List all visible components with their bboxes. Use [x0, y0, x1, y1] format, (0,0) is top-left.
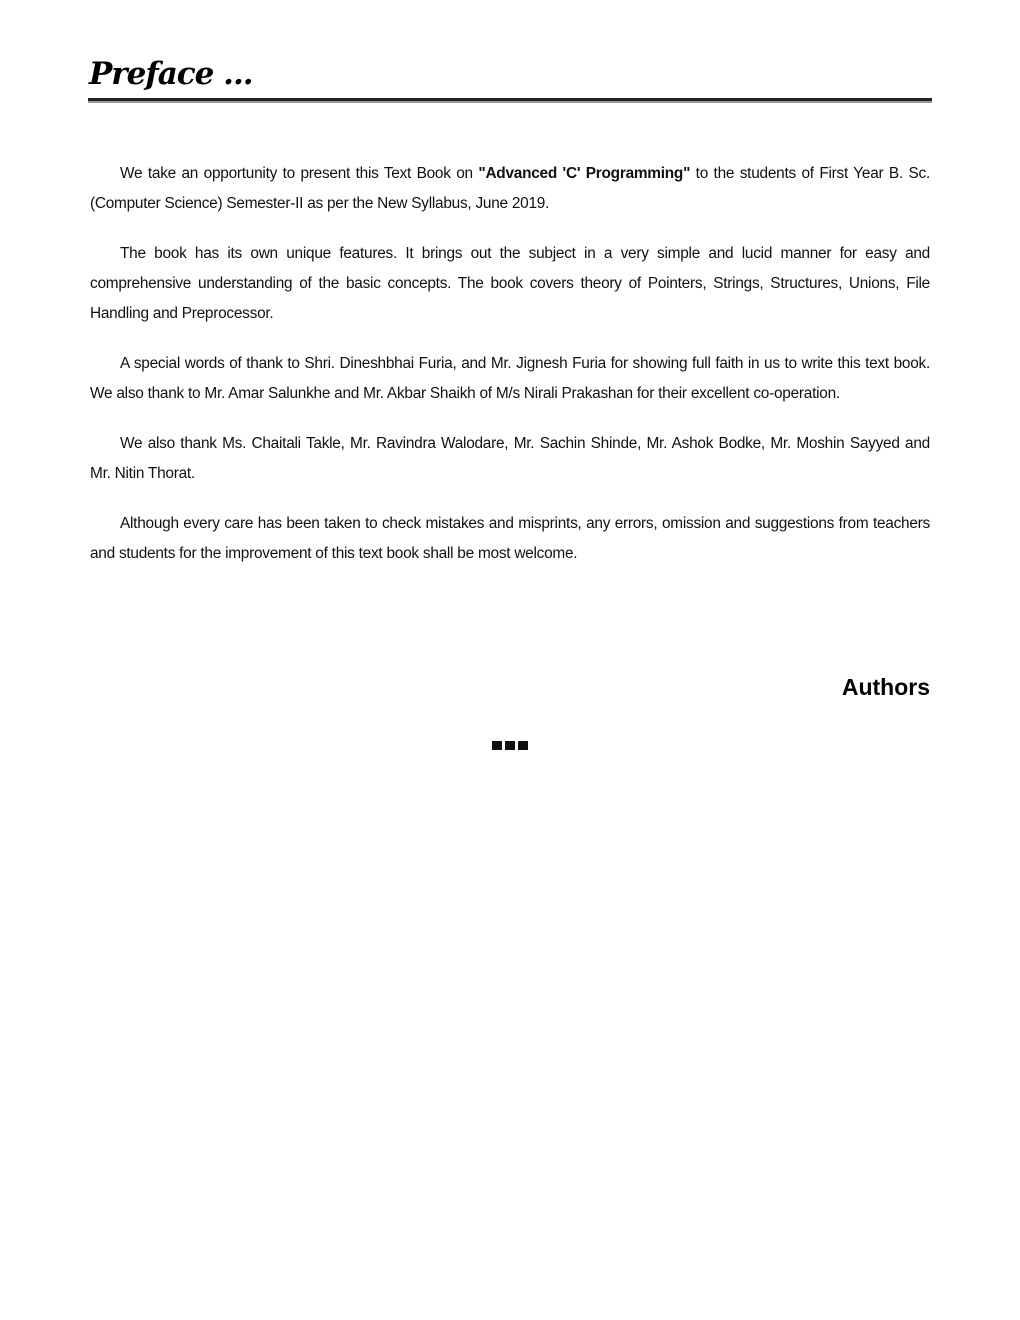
paragraph-1 — [90, 159, 930, 219]
paragraph-5: Although every care has been taken to check mistakes and misprints, any errors, omission and suggestions from teachers and students for the improvement of this text book shall be most welcome. — [90, 515, 930, 562]
paragraph-1-text-end: to the students of First Year B. Sc. (Computer Science) Semester-II as per the New Syllabus, June 2019. — [90, 165, 930, 212]
square-icon — [518, 741, 528, 750]
square-icon — [505, 741, 515, 750]
book-title: "Advanced 'C' Programming" — [478, 165, 691, 182]
paragraph-4: We also thank Ms. Chaitali Takle, Mr. Ravindra Walodare, Mr. Sachin Shinde, Mr. Ashok Bodke, Mr. Moshin Sayyed and Mr. Nitin Thorat. — [90, 435, 930, 482]
page-title: Preface ... — [89, 56, 253, 92]
square-icon — [492, 741, 502, 750]
end-of-section-squares-icon — [492, 741, 528, 750]
paragraph-2: The book has its own unique features. It brings out the subject in a very simple and lucid manner for easy and comprehensive understanding of the basic concepts. The book covers theory of Pointers, Strings, Structures, Unions, File Handling and Preprocessor. — [90, 245, 930, 322]
title-divider — [88, 98, 932, 103]
signature: Authors — [841, 674, 930, 700]
paragraph-3: A special words of thank to Shri. Dineshbhai Furia, and Mr. Jignesh Furia for showing full faith in us to write this text book. We also thank to Mr. Amar Salunkhe and Mr. Akbar Shaikh of M/s Nirali Prakashan for their excellent co-operation. — [90, 355, 930, 402]
paragraph-1-text: We take an opportunity to present this Text Book on — [120, 165, 479, 182]
preface-body — [90, 159, 930, 589]
